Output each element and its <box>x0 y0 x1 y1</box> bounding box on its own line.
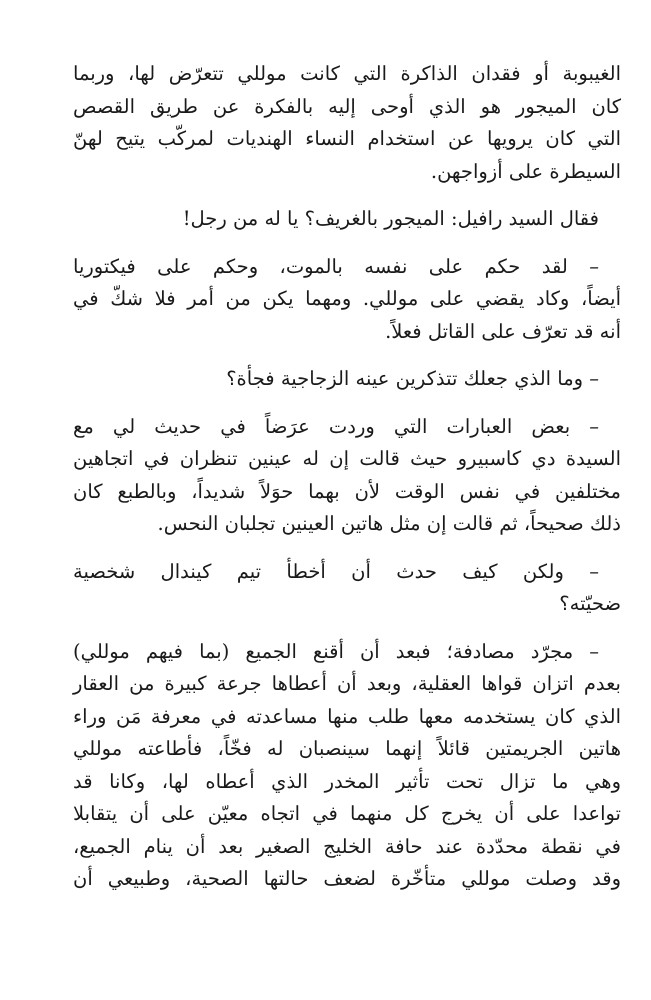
text-line: السيطرة على أزواجهن. <box>430 159 621 183</box>
text-line: هاتين الجريمتين قائلاً إنهما سينصبان له فخّاً، فأطاعته موللي <box>73 737 621 760</box>
text-line: – بعض العبارات التي وردت عرَضاً في حديث لي مع <box>73 414 599 438</box>
book-page <box>73 58 621 911</box>
text-line: فقال السيد رافيل: الميجور بالغريف؟ يا له من رجل! <box>182 207 599 230</box>
text-line: التي كان يرويها عن استخدام النساء الهنديات لمركّب يتيح لهنّ <box>73 127 621 150</box>
text-line: أيضاً، وكاد يقضي على موللي. ومهما يكن من أمر فلا شكّ في <box>73 287 621 310</box>
paragraph-5 <box>73 411 621 541</box>
text-line: مختلفين في نفس الوقت لأن بهما حوَلاً شديداً، وبالطبع كان <box>73 479 621 503</box>
paragraph-7 <box>73 636 621 896</box>
text-line: الذي كان يستخدمه معها طلب منها مساعدته في معرفة مَن وراء <box>73 704 621 728</box>
paragraph-2 <box>73 203 621 236</box>
paragraph-1 <box>73 58 621 188</box>
text-line: الغيبوبة أو فقدان الذاكرة التي كانت موللي تتعرّض لها، وربما <box>73 62 621 85</box>
text-line: في نقطة محدّدة عند حافة الخليج الصغير بعد أن ينام الجميع، <box>73 834 621 858</box>
text-line: ذلك صحيحاً، ثم قالت إن مثل هاتين العينين تجلبان النحس. <box>157 512 621 535</box>
paragraph-6 <box>73 556 621 621</box>
text-line: – لقد حكم على نفسه بالموت، وحكم على فيكتوريا <box>73 254 599 278</box>
text-line: – ولكن كيف حدث أن أخطأ تيم كيندال شخصية <box>73 559 599 583</box>
text-line: السيدة دي كاسبيرو حيث قالت إن له عينين تنظران في اتجاهين <box>73 447 621 470</box>
text-line: – مجرّد مصادفة؛ فبعد أن أقنع الجميع (بما فيهم موللي) <box>73 639 599 663</box>
text-line: بعدم اتزان قواها العقلية، وبعد أن أعطاها جرعة كبيرة من العقار <box>73 672 621 695</box>
text-line: أنه قد تعرّف على القاتل فعلاً. <box>385 319 621 343</box>
paragraph-3 <box>73 251 621 349</box>
paragraph-4 <box>73 363 621 396</box>
text-line: – وما الذي جعلك تتذكرين عينه الزجاجية فجأة؟ <box>226 367 599 390</box>
text-line: تواعدا على أن يخرج كل منهما في اتجاه معيّن على أن يتقابلا <box>73 802 621 825</box>
text-line: كان الميجور هو الذي أوحى إليه بالفكرة عن طريق القصص <box>73 94 621 118</box>
text-line: ضحيّته؟ <box>559 592 621 615</box>
text-line: وهي ما تزال تحت تأثير المخدر الذي أعطاه لها، وكانا قد <box>73 769 621 793</box>
text-line: وقد وصلت موللي متأخّرة لضعف حالتها الصحية، وطبيعي أن <box>73 867 621 890</box>
